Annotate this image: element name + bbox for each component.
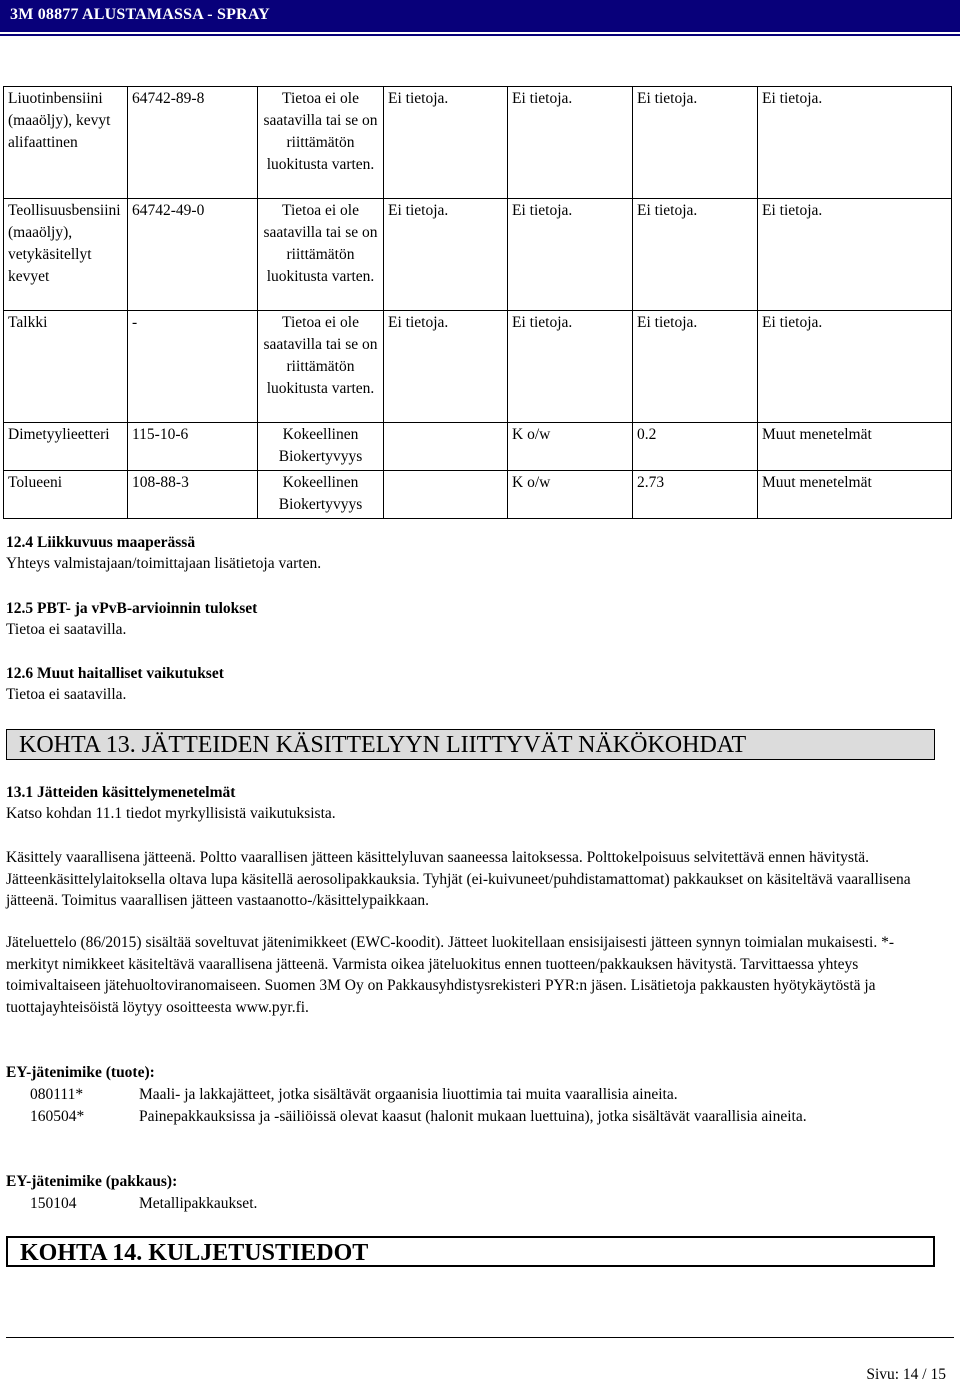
test-description: Kokeellinen Biokertyvyys <box>258 423 384 471</box>
value-cell: K o/w <box>508 471 633 519</box>
waste-code: 160504* <box>30 1108 85 1125</box>
cas-number: - <box>128 311 258 423</box>
substance-name: Dimetyylieetteri <box>4 423 128 471</box>
ey-product-heading: EY-jätenimike (tuote): <box>6 1064 155 1081</box>
section-heading-13-1: 13.1 Jätteiden käsittelymenetelmät <box>6 784 236 801</box>
kohta-13-heading: KOHTA 13. JÄTTEIDEN KÄSITTELYYN LIITTYVÄT NÄKÖKOHDAT <box>6 729 935 760</box>
value-cell: Ei tietoja. <box>384 87 508 199</box>
paragraph-waste-list: Jäteluettelo (86/2015) sisältää soveltuvat jätenimikkeet (EWC-koodit). Jätteet luokitellaan ensisijaisesti jätteen synnyn toimialan mukaisesti. *-merkityt nimikkeet käsiteltävä vaarallisena jätteenä. Varmista oikea jäteluokitus ennen tuotteen/pakkauksen hävitystä. Tarvittaessa yhteys toimivaltaiseen jätehuoltoviranomaiseen. Suomen 3M Oy on Pakkausyhdistysrekisteri PYR:n jäsen. Lisätietoja pakkausten hyötykäytöstä ja tuottajayhteisöistä löytyy osoitteesta www.pyr.fi. <box>6 934 895 1016</box>
substance-name: Teollisuusbensiini (maaöljy), vetykäsitellyt kevyet <box>4 199 128 311</box>
waste-code-description: Maali- ja lakkajätteet, jotka sisältävät orgaanisia liuottimia tai muita vaarallisia aineita. <box>139 1086 678 1103</box>
value-cell: Ei tietoja. <box>384 199 508 311</box>
value-cell: 2.73 <box>633 471 758 519</box>
value-cell: Ei tietoja. <box>384 311 508 423</box>
value-cell: Ei tietoja. <box>508 199 633 311</box>
substance-name: Talkki <box>4 311 128 423</box>
test-description: Tietoa ei ole saatavilla tai se on riittämätön luokitusta varten. <box>258 311 384 423</box>
ey-package-heading: EY-jätenimike (pakkaus): <box>6 1173 178 1190</box>
section-ref-13-1: Katso kohdan 11.1 tiedot myrkyllisistä vaikutuksista. <box>6 805 336 822</box>
value-cell <box>384 471 508 519</box>
table-row <box>4 423 952 471</box>
table-row <box>4 87 952 199</box>
cas-number: 115-10-6 <box>128 423 258 471</box>
table-row <box>4 471 952 519</box>
table-row <box>4 311 952 423</box>
value-cell: Muut menetelmät <box>758 423 952 471</box>
kohta-14-heading: KOHTA 14. KULJETUSTIEDOT <box>6 1236 935 1267</box>
waste-code: 150104 <box>30 1195 77 1212</box>
footer-divider <box>6 1337 954 1338</box>
value-cell: Muut menetelmät <box>758 471 952 519</box>
header-divider <box>0 34 960 36</box>
value-cell: Ei tietoja. <box>633 199 758 311</box>
value-cell: Ei tietoja. <box>758 311 952 423</box>
test-description: Tietoa ei ole saatavilla tai se on riittämätön luokitusta varten. <box>258 199 384 311</box>
value-cell <box>384 423 508 471</box>
value-cell: Ei tietoja. <box>508 87 633 199</box>
page-number: Sivu: 14 / 15 <box>866 1366 946 1383</box>
value-cell: K o/w <box>508 423 633 471</box>
value-cell: Ei tietoja. <box>633 87 758 199</box>
waste-code-description: Metallipakkaukset. <box>139 1195 258 1212</box>
section-heading-12-4: 12.4 Liikkuvuus maaperässä <box>6 534 196 551</box>
document-title: 3M 08877 ALUSTAMASSA - SPRAY <box>10 6 270 23</box>
cas-number: 64742-89-8 <box>128 87 258 199</box>
ecotox-table <box>3 86 952 519</box>
value-cell: Ei tietoja. <box>758 87 952 199</box>
substance-name: Liuotinbensiini (maaöljy), kevyt alifaattinen <box>4 87 128 199</box>
waste-code-description: Painepakkauksissa ja -säiliöissä olevat kaasut (halonit mukaan luettuina), jotka sisältävät vaarallisia aineita. <box>139 1108 807 1125</box>
section-heading-12-6: 12.6 Muut haitalliset vaikutukset <box>6 665 224 682</box>
test-description: Tietoa ei ole saatavilla tai se on riittämätön luokitusta varten. <box>258 87 384 199</box>
paragraph-waste-handling: Käsittely vaarallisena jätteenä. Poltto vaarallisen jätteen käsittelyluvan saaneessa laitoksessa. Polttokelpoisuus selvitettävä ennen hävitystä. Jätteenkäsittelylaitoksella oltava lupa käsitellä aerosolipakkauksia. Tyhjät (ei-kuivuneet/puhdistamattomat) pakkaukset on käsiteltävä vaarallisena jätteenä. Toimitus vaarallisen jätteen vastaanotto-/käsittelypaikkaan. <box>6 849 911 909</box>
cas-number: 108-88-3 <box>128 471 258 519</box>
document-header-bar <box>0 0 960 32</box>
value-cell: 0.2 <box>633 423 758 471</box>
value-cell: Ei tietoja. <box>633 311 758 423</box>
value-cell: Ei tietoja. <box>758 199 952 311</box>
substance-name: Tolueeni <box>4 471 128 519</box>
section-text-12-4: Yhteys valmistajaan/toimittajaan lisätietoja varten. <box>6 555 322 572</box>
test-description: Kokeellinen Biokertyvyys <box>258 471 384 519</box>
value-cell: Ei tietoja. <box>508 311 633 423</box>
cas-number: 64742-49-0 <box>128 199 258 311</box>
table-row <box>4 199 952 311</box>
section-text-12-6: Tietoa ei saatavilla. <box>6 686 127 703</box>
waste-code: 080111* <box>30 1086 84 1103</box>
section-heading-12-5: 12.5 PBT- ja vPvB-arvioinnin tulokset <box>6 600 258 617</box>
section-text-12-5: Tietoa ei saatavilla. <box>6 621 127 638</box>
